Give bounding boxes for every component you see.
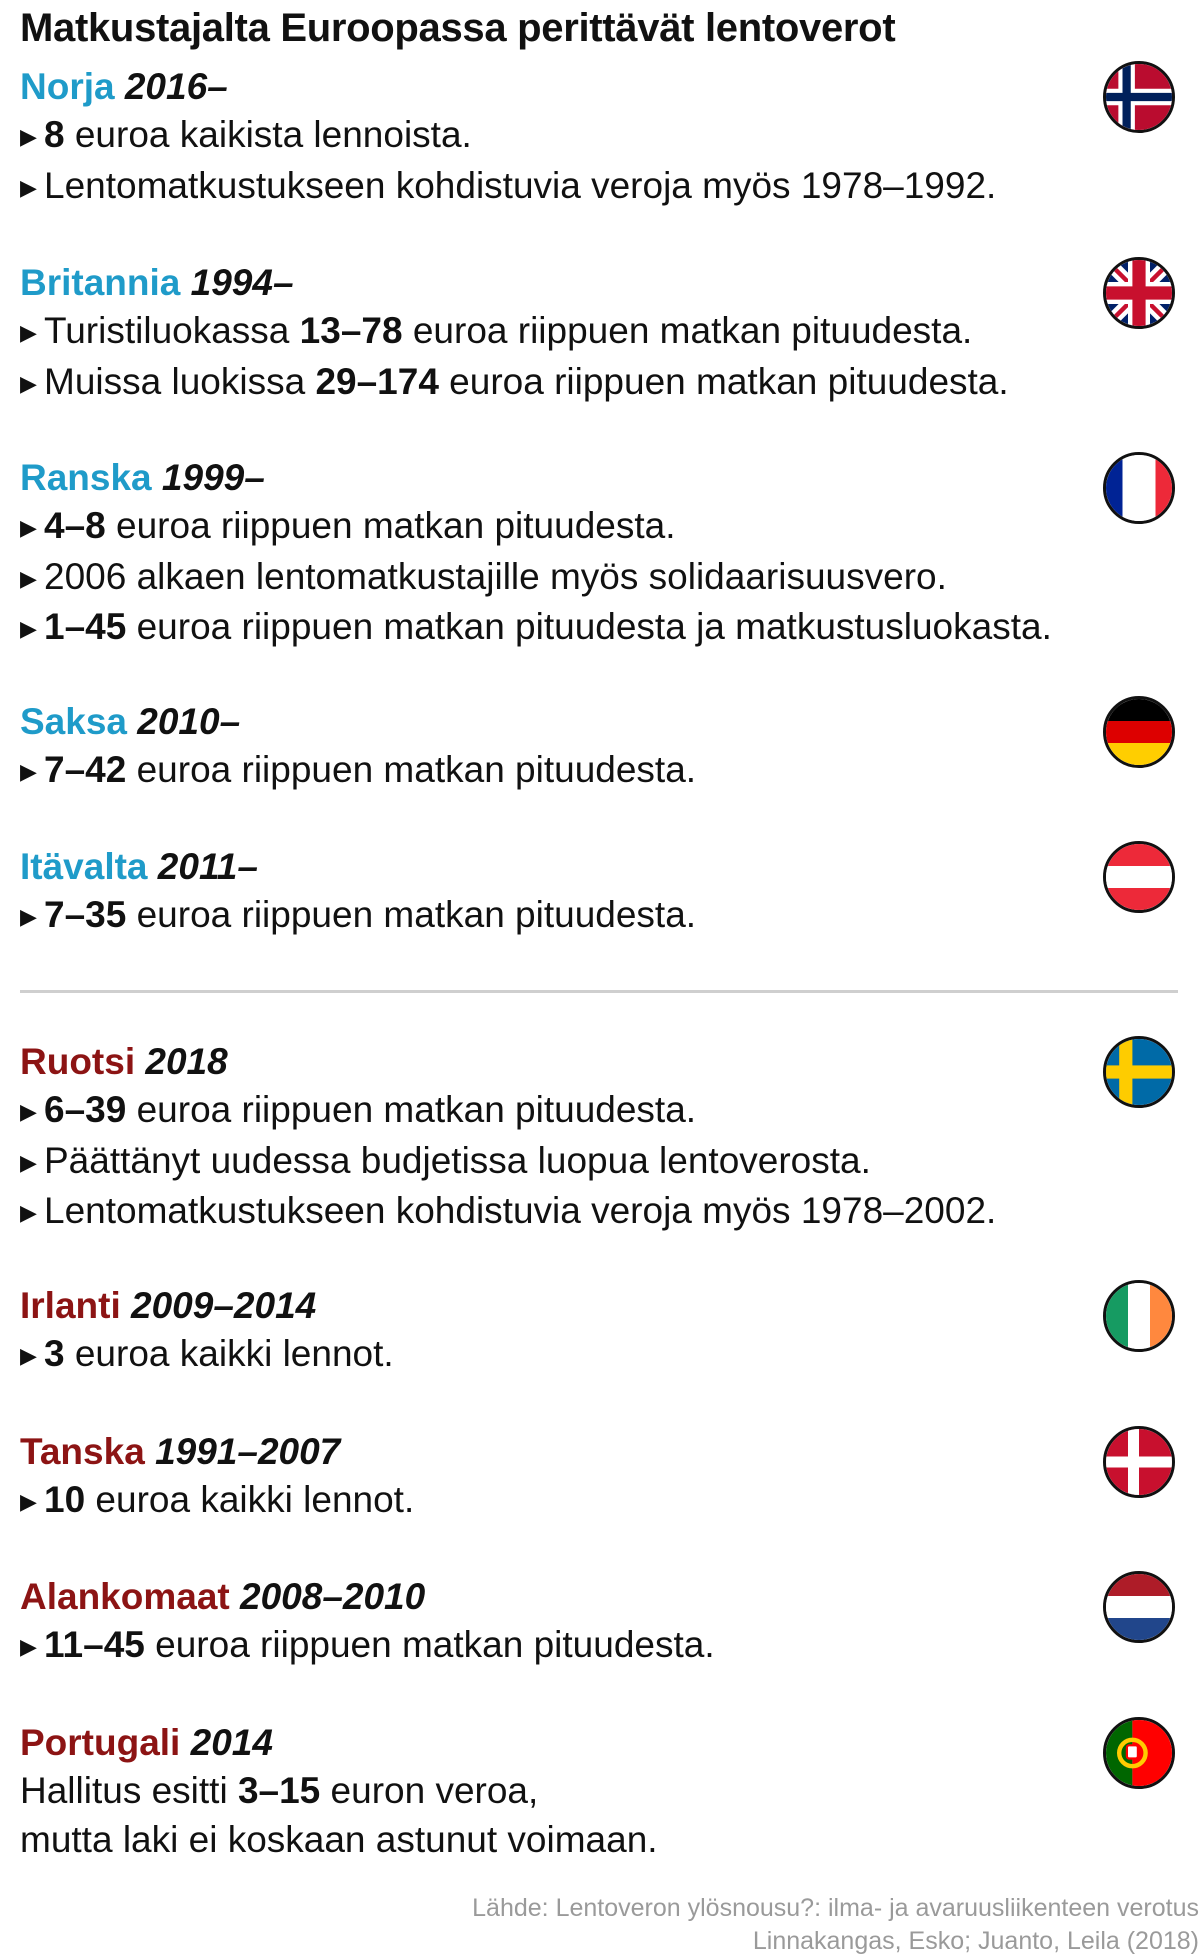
item-text: euroa riippuen matkan pituudesta. bbox=[402, 310, 973, 351]
tax-amount: 1–45 bbox=[44, 606, 127, 647]
list-item bbox=[20, 746, 1180, 797]
country-alankomaat bbox=[20, 1573, 1180, 1672]
bullet-icon: ▶ bbox=[20, 1200, 37, 1225]
country-norja bbox=[20, 63, 1180, 212]
country-years: 1999– bbox=[161, 457, 265, 498]
bullet-icon: ▶ bbox=[20, 124, 37, 149]
country-years: 2008–2010 bbox=[240, 1576, 426, 1617]
item-text: Muissa luokissa bbox=[44, 360, 316, 402]
country-heading bbox=[20, 698, 1180, 746]
tax-amount: 3 bbox=[44, 1333, 65, 1374]
netherlands-flag-icon bbox=[1103, 1571, 1175, 1643]
tax-amount: 6–39 bbox=[44, 1089, 127, 1130]
country-years: 1991–2007 bbox=[155, 1431, 341, 1472]
list-item bbox=[20, 553, 1180, 604]
country-heading bbox=[20, 259, 1180, 307]
item-text: Lentomatkustukseen kohdistuvia veroja myös 1978–1992. bbox=[44, 164, 997, 206]
country-name: Portugali bbox=[20, 1722, 181, 1763]
country-heading bbox=[20, 454, 1180, 502]
source-line: Lähde: Lentoveron ylösnousu?: ilma- ja avaruusliikenteen verotus bbox=[472, 1894, 1199, 1922]
denmark-flag-icon bbox=[1103, 1426, 1175, 1498]
country-name: Irlanti bbox=[20, 1285, 121, 1326]
country-years: 2018 bbox=[145, 1041, 228, 1082]
country-years: 2011– bbox=[157, 846, 258, 887]
austria-flag-icon bbox=[1103, 841, 1175, 913]
bullet-icon: ▶ bbox=[20, 320, 37, 345]
item-text: Hallitus esitti bbox=[20, 1770, 238, 1811]
norway-flag-icon bbox=[1103, 61, 1175, 133]
list-item bbox=[20, 111, 1180, 162]
item-text: euroa riippuen matkan pituudesta ja matkustusluokasta. bbox=[126, 606, 1052, 647]
country-years: 1994– bbox=[190, 262, 294, 303]
source-caption bbox=[472, 1892, 1199, 1958]
item-text: euroa kaikki lennot. bbox=[64, 1333, 394, 1374]
bullet-icon: ▶ bbox=[20, 1489, 37, 1514]
page-title: Matkustajalta Euroopassa perittävät lentoverot bbox=[20, 6, 896, 50]
bullet-icon: ▶ bbox=[20, 1099, 37, 1124]
list-item bbox=[20, 603, 1180, 654]
country-irlanti bbox=[20, 1282, 1180, 1381]
list-item bbox=[20, 358, 1180, 409]
country-name: Itävalta bbox=[20, 846, 148, 887]
list-item bbox=[20, 1086, 1180, 1137]
item-text: 2006 alkaen lentomatkustajille myös solidaarisuusvero. bbox=[44, 555, 947, 597]
item-text: euroa riippuen matkan pituudesta. bbox=[126, 1089, 697, 1130]
list-item bbox=[20, 1816, 1180, 1865]
bullet-icon: ▶ bbox=[20, 515, 37, 540]
list-item bbox=[20, 1767, 1180, 1816]
country-ruotsi bbox=[20, 1038, 1180, 1238]
country-heading bbox=[20, 1719, 1180, 1767]
country-itavalta bbox=[20, 843, 1180, 942]
germany-flag-icon bbox=[1103, 696, 1175, 768]
list-item bbox=[20, 307, 1180, 358]
list-item bbox=[20, 891, 1180, 942]
list-item bbox=[20, 1330, 1180, 1381]
bullet-icon: ▶ bbox=[20, 759, 37, 784]
tax-amount: 7–42 bbox=[44, 749, 127, 790]
item-text: Turistiluokassa bbox=[44, 310, 300, 351]
tax-amount: 4–8 bbox=[44, 505, 106, 546]
country-years: 2016– bbox=[124, 66, 228, 107]
france-flag-icon bbox=[1103, 452, 1175, 524]
country-heading bbox=[20, 1282, 1180, 1330]
list-item bbox=[20, 502, 1180, 553]
item-text: euron veroa, bbox=[320, 1770, 539, 1811]
bullet-icon: ▶ bbox=[20, 1343, 37, 1368]
bullet-icon: ▶ bbox=[20, 370, 37, 396]
country-heading bbox=[20, 63, 1180, 111]
item-text: euroa kaikista lennoista. bbox=[64, 114, 472, 155]
sweden-flag-icon bbox=[1103, 1036, 1175, 1108]
bullet-icon: ▶ bbox=[20, 1634, 37, 1659]
country-heading bbox=[20, 843, 1180, 891]
item-text: euroa riippuen matkan pituudesta. bbox=[105, 505, 676, 546]
item-text: euroa riippuen matkan pituudesta. bbox=[438, 360, 1009, 402]
bullet-icon: ▶ bbox=[20, 174, 37, 200]
country-years: 2010– bbox=[137, 701, 241, 742]
tax-amount: 8 bbox=[44, 114, 65, 155]
item-text: euroa riippuen matkan pituudesta. bbox=[126, 749, 697, 790]
tax-amount: 13–78 bbox=[299, 310, 403, 351]
country-name: Alankomaat bbox=[20, 1576, 230, 1617]
list-item bbox=[20, 1137, 1180, 1188]
country-heading bbox=[20, 1038, 1180, 1086]
section-divider bbox=[20, 990, 1178, 993]
list-item bbox=[20, 1621, 1180, 1672]
country-name: Ruotsi bbox=[20, 1041, 136, 1082]
country-name: Saksa bbox=[20, 701, 127, 742]
item-text: mutta laki ei koskaan astunut voimaan. bbox=[20, 1818, 658, 1860]
bullet-icon: ▶ bbox=[20, 904, 37, 929]
country-heading bbox=[20, 1573, 1180, 1621]
country-name: Britannia bbox=[20, 262, 181, 303]
tax-amount: 11–45 bbox=[44, 1624, 145, 1665]
uk-flag-icon bbox=[1103, 257, 1175, 329]
country-portugali bbox=[20, 1719, 1180, 1864]
country-name: Ranska bbox=[20, 457, 152, 498]
item-text: Päättänyt uudessa budjetissa luopua lentoverosta. bbox=[44, 1139, 871, 1181]
item-text: Lentomatkustukseen kohdistuvia veroja myös 1978–2002. bbox=[44, 1190, 997, 1231]
country-heading bbox=[20, 1428, 1180, 1476]
bullet-icon: ▶ bbox=[20, 565, 37, 591]
list-item bbox=[20, 1187, 1180, 1238]
country-saksa bbox=[20, 698, 1180, 797]
tax-amount: 7–35 bbox=[44, 894, 127, 935]
tax-amount: 10 bbox=[44, 1479, 86, 1520]
tax-amount: 3–15 bbox=[237, 1770, 321, 1811]
country-name: Tanska bbox=[20, 1431, 145, 1472]
country-britannia bbox=[20, 259, 1180, 408]
item-text: euroa riippuen matkan pituudesta. bbox=[144, 1624, 715, 1665]
item-text: euroa kaikki lennot. bbox=[85, 1479, 415, 1520]
country-years: 2009–2014 bbox=[131, 1285, 317, 1326]
tax-amount: 29–174 bbox=[315, 360, 439, 402]
bullet-icon: ▶ bbox=[20, 616, 37, 641]
country-tanska bbox=[20, 1428, 1180, 1527]
country-years: 2014 bbox=[190, 1722, 273, 1763]
list-item bbox=[20, 1476, 1180, 1527]
source-line: Linnakangas, Esko; Juanto, Leila (2018) bbox=[752, 1927, 1199, 1955]
country-ranska bbox=[20, 454, 1180, 654]
country-name: Norja bbox=[20, 66, 115, 107]
bullet-icon: ▶ bbox=[20, 1149, 37, 1175]
list-item bbox=[20, 162, 1180, 213]
portugal-flag-icon bbox=[1103, 1717, 1175, 1789]
ireland-flag-icon bbox=[1103, 1280, 1175, 1352]
item-text: euroa riippuen matkan pituudesta. bbox=[126, 894, 697, 935]
